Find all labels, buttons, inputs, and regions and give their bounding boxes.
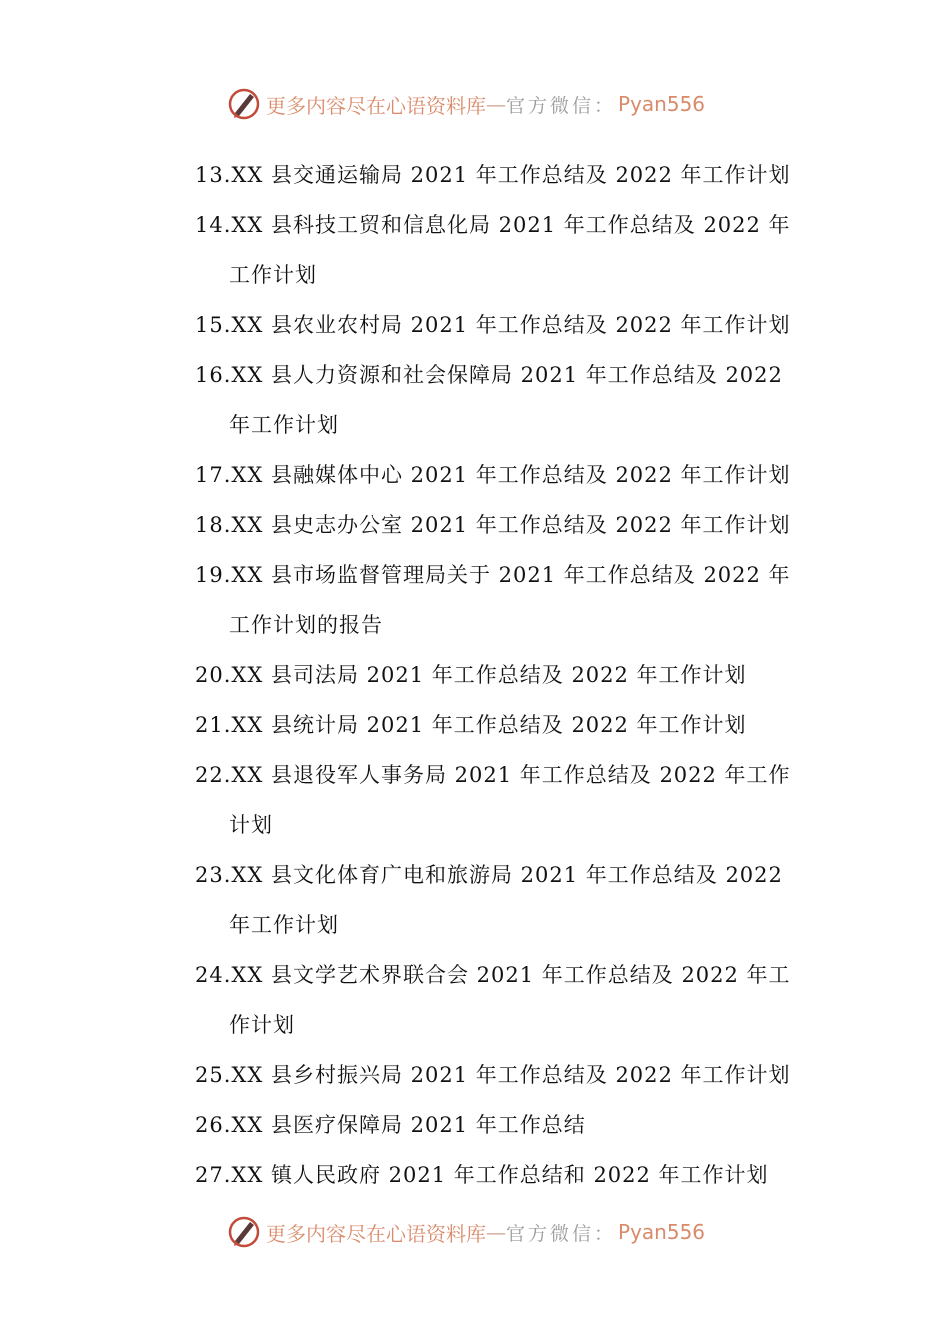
toc-item-14: 14.XX 县科技工贸和信息化局 2021 年工作总结及 2022 年工作计划 [195, 213, 791, 287]
footer-watermark [226, 1212, 705, 1252]
watermark-brand: 更多内容尽在心语资料库 [266, 93, 486, 118]
toc-item-15: 15.XX 县农业农村局 2021 年工作总结及 2022 年工作计划 [195, 313, 791, 337]
toc-item-18: 18.XX 县史志办公室 2021 年工作总结及 2022 年工作计划 [195, 513, 791, 537]
toc-item-23: 23.XX 县文化体育广电和旅游局 2021 年工作总结及 2022 年工作计划 [195, 863, 783, 937]
toc-item-25: 25.XX 县乡村振兴局 2021 年工作总结及 2022 年工作计划 [195, 1063, 791, 1087]
toc-item-21: 21.XX 县统计局 2021 年工作总结及 2022 年工作计划 [195, 713, 747, 737]
table-of-contents [195, 150, 795, 1200]
toc-item-26: 26.XX 县医疗保障局 2021 年工作总结 [195, 1113, 586, 1137]
toc-item-22: 22.XX 县退役军人事务局 2021 年工作总结及 2022 年工作计划 [195, 763, 791, 837]
toc-item-17: 17.XX 县融媒体中心 2021 年工作总结及 2022 年工作计划 [195, 463, 791, 487]
watermark-dash: — [486, 1220, 506, 1244]
watermark-wechat-id: Pyan556 [618, 92, 706, 116]
toc-item-19: 19.XX 县市场监督管理局关于 2021 年工作总结及 2022 年工作计划的报告 [195, 563, 791, 637]
toc-item-13: 13.XX 县交通运输局 2021 年工作总结及 2022 年工作计划 [195, 163, 791, 187]
watermark-official-label: 官方微信： [506, 1222, 617, 1245]
watermark-official-label: 官方微信： [506, 94, 617, 117]
header-watermark [226, 84, 705, 124]
toc-item-24: 24.XX 县文学艺术界联合会 2021 年工作总结及 2022 年工作计划 [195, 963, 791, 1037]
pen-circle-icon [226, 1214, 262, 1250]
watermark-wechat-id: Pyan556 [618, 1220, 706, 1244]
toc-item-20: 20.XX 县司法局 2021 年工作总结及 2022 年工作计划 [195, 663, 747, 687]
toc-item-16: 16.XX 县人力资源和社会保障局 2021 年工作总结及 2022 年工作计划 [195, 363, 783, 437]
toc-item-27: 27.XX 镇人民政府 2021 年工作总结和 2022 年工作计划 [195, 1163, 769, 1187]
watermark-brand: 更多内容尽在心语资料库 [266, 1221, 486, 1246]
pen-circle-icon [226, 86, 262, 122]
watermark-dash: — [486, 92, 506, 116]
